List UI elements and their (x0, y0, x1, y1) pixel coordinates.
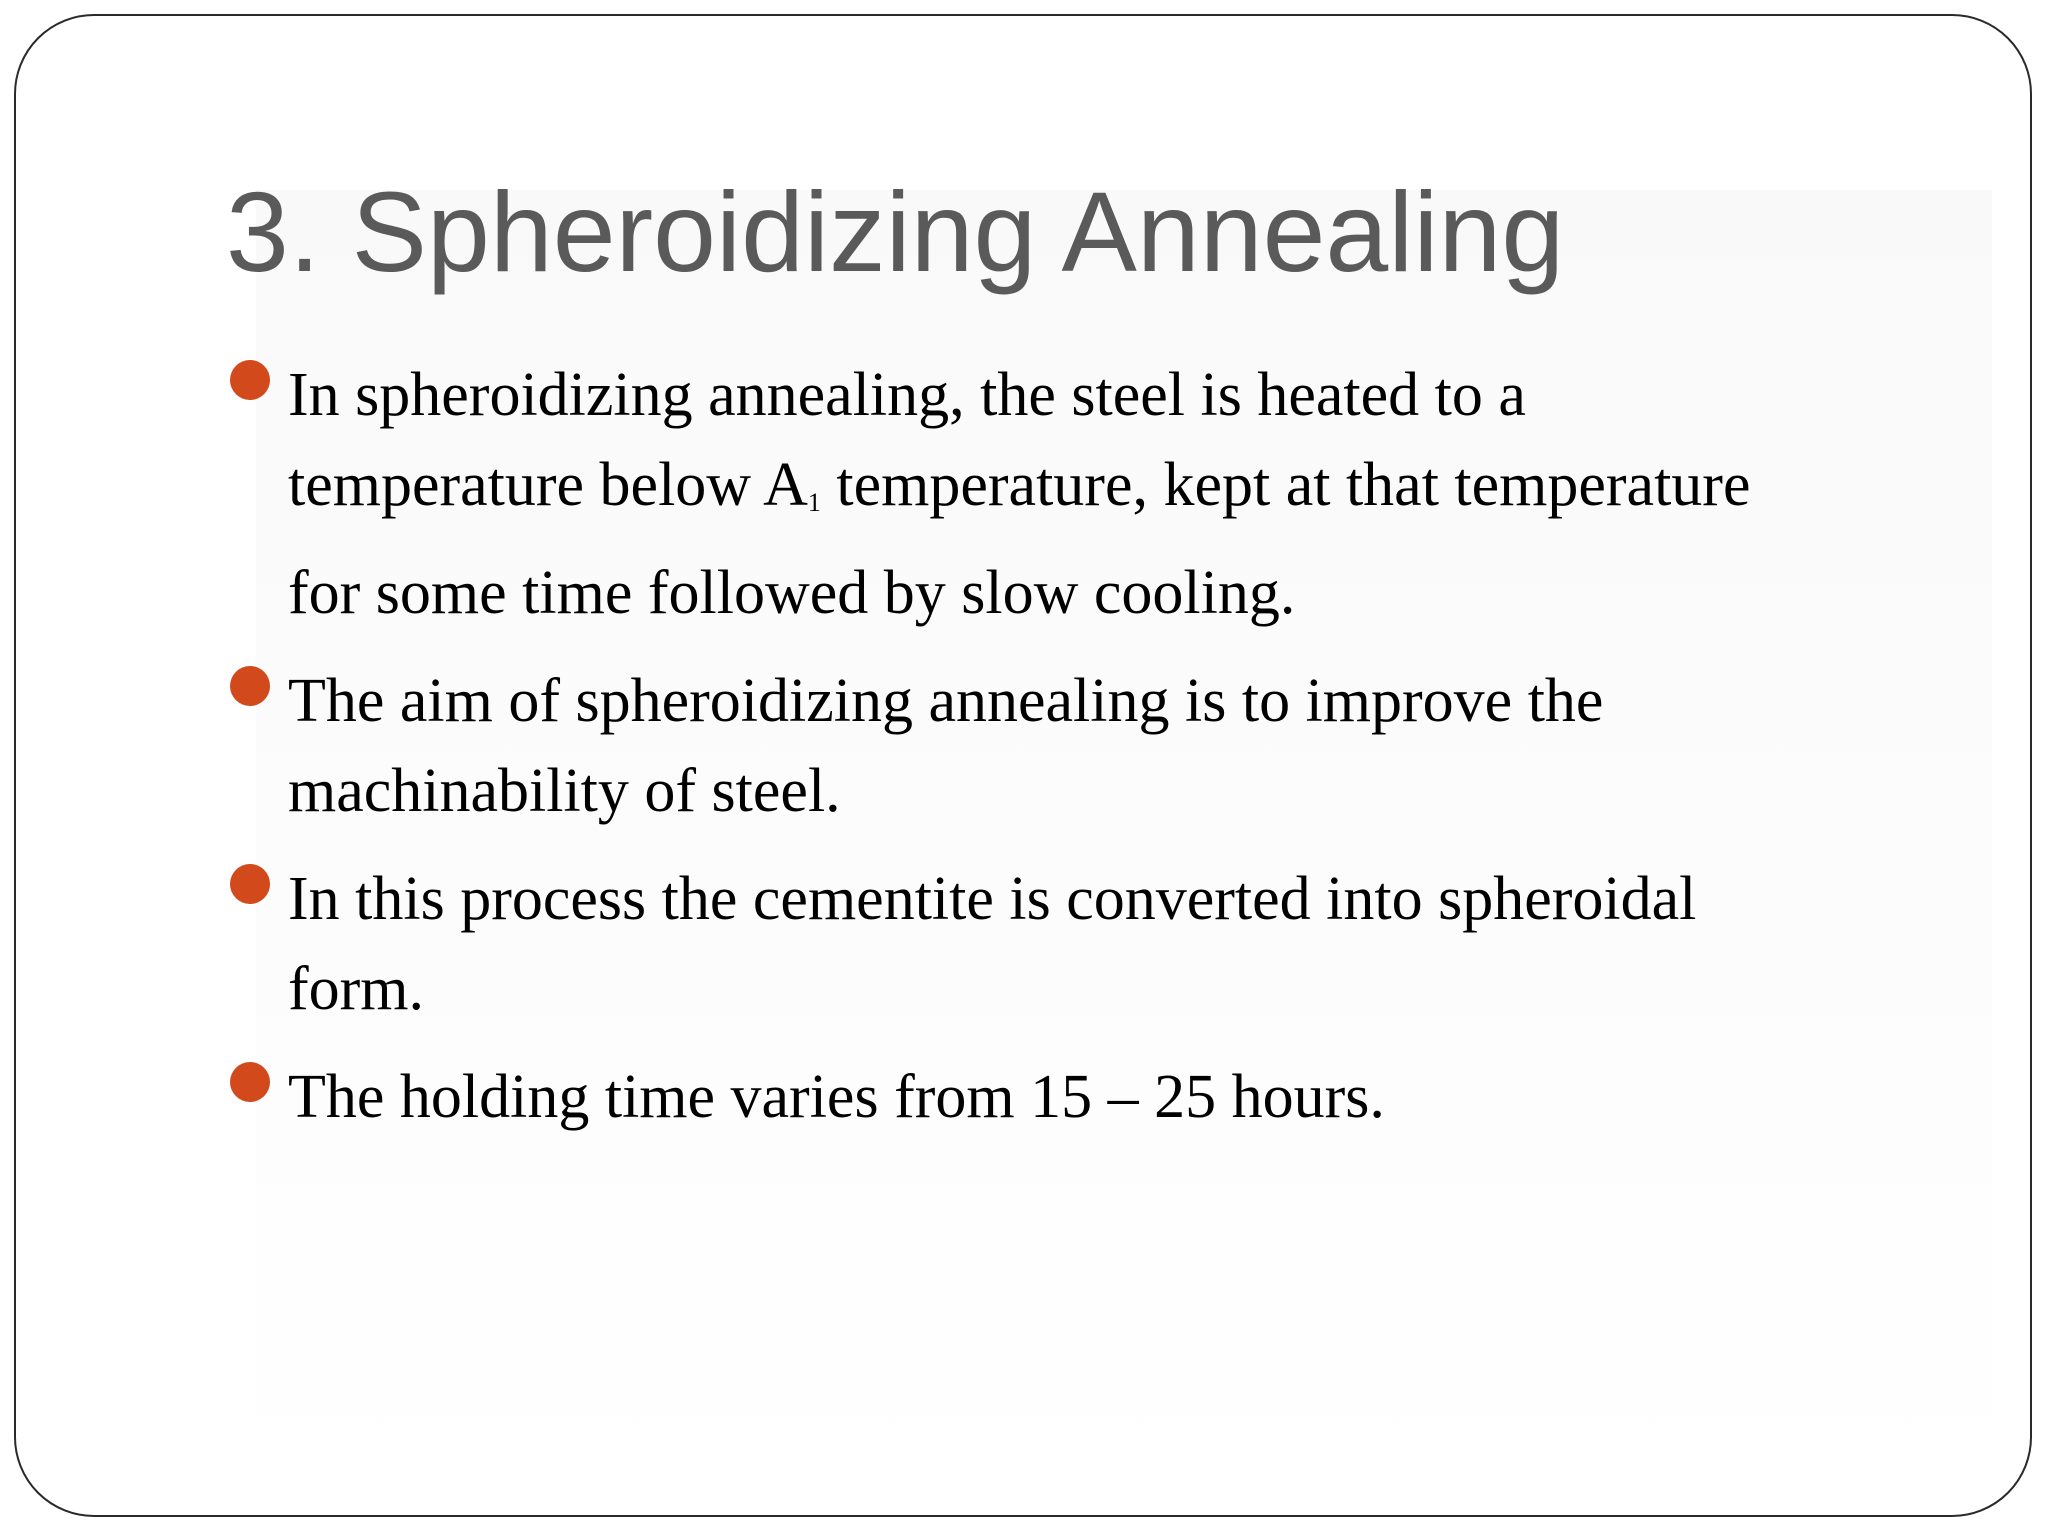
bullet-text-line: form. (288, 955, 425, 1023)
bullet-dot-icon (230, 1062, 270, 1102)
bullet-text-line: machinability of steel. (288, 757, 841, 825)
bullet-text-line: The holding time varies from 15 – 25 hours. (288, 1063, 1385, 1131)
bullet-dot-icon (230, 666, 270, 706)
bullet-dot-icon (230, 360, 270, 400)
bullet-text-line: for some time followed by slow cooling. (288, 559, 1296, 627)
bullet-item (226, 854, 1946, 1034)
text-fragment: temperature, kept at that temperature (820, 451, 1751, 519)
slide-title: 3. Spheroidizing Annealing (226, 169, 1565, 295)
bullet-item (226, 350, 1946, 638)
bullet-list (226, 350, 1946, 1160)
bullet-text-line (288, 440, 1946, 548)
bullet-item (226, 1052, 1946, 1142)
text-fragment: temperature below A (288, 451, 808, 519)
bullet-text-line: The aim of spheroidizing annealing is to improve the (288, 667, 1604, 735)
subscript: 1 (807, 488, 821, 517)
bullet-dot-icon (230, 864, 270, 904)
bullet-item (226, 656, 1946, 836)
bullet-text-line: In this process the cementite is converted into spheroidal (288, 865, 1697, 933)
bullet-text-line: In spheroidizing annealing, the steel is heated to a (288, 361, 1526, 429)
